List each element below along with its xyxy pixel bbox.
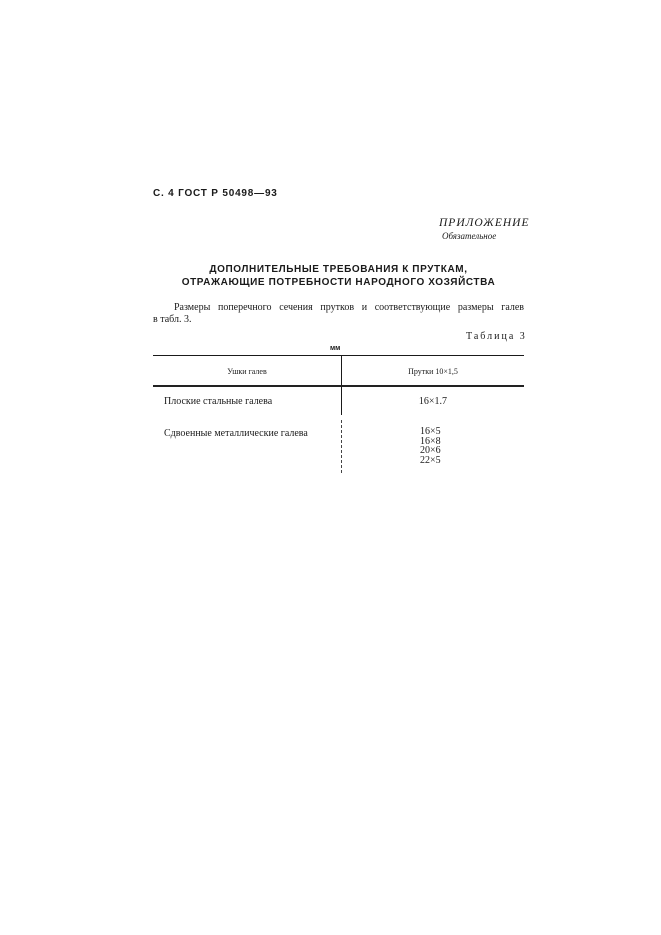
size-value: 16×8	[420, 435, 441, 447]
column-header-eyes: Ушки галев	[227, 367, 267, 376]
table-label: Таблица 3	[466, 331, 527, 342]
table-header-rule	[153, 385, 524, 387]
table-top-rule	[153, 355, 524, 356]
paragraph-line-1: Размеры поперечного сечения прутков и соответствующие размеры галев	[174, 302, 524, 313]
column-header-rods: Прутки 10×1,5	[408, 367, 458, 376]
size-value: 22×5	[420, 454, 441, 466]
section-title-line-2: ОТРАЖАЮЩИЕ ПОТРЕБНОСТИ НАРОДНОГО ХОЗЯЙСТВА	[181, 277, 496, 288]
size-value: 20×6	[420, 445, 441, 456]
page-header: С. 4 ГОСТ Р 50498—93	[153, 188, 278, 199]
size-value: 16×5	[420, 426, 441, 437]
table-row-1-size: 16×1.7	[418, 396, 448, 407]
table-row-2-name: Сдвоенные металлические галева	[164, 428, 308, 439]
paragraph-line-2: в табл. 3.	[153, 314, 192, 325]
section-title-line-1: ДОПОЛНИТЕЛЬНЫЕ ТРЕБОВАНИЯ К ПРУТКАМ,	[209, 264, 468, 275]
appendix-title: ПРИЛОЖЕНИЕ	[439, 217, 530, 229]
unit-label: мм	[330, 345, 341, 352]
table-row-1-name: Плоские стальные галева	[164, 396, 273, 407]
appendix-subtitle: Обязательное	[442, 231, 497, 241]
table-column-divider-dashed	[341, 420, 342, 473]
table-row-2-sizes	[420, 427, 441, 465]
